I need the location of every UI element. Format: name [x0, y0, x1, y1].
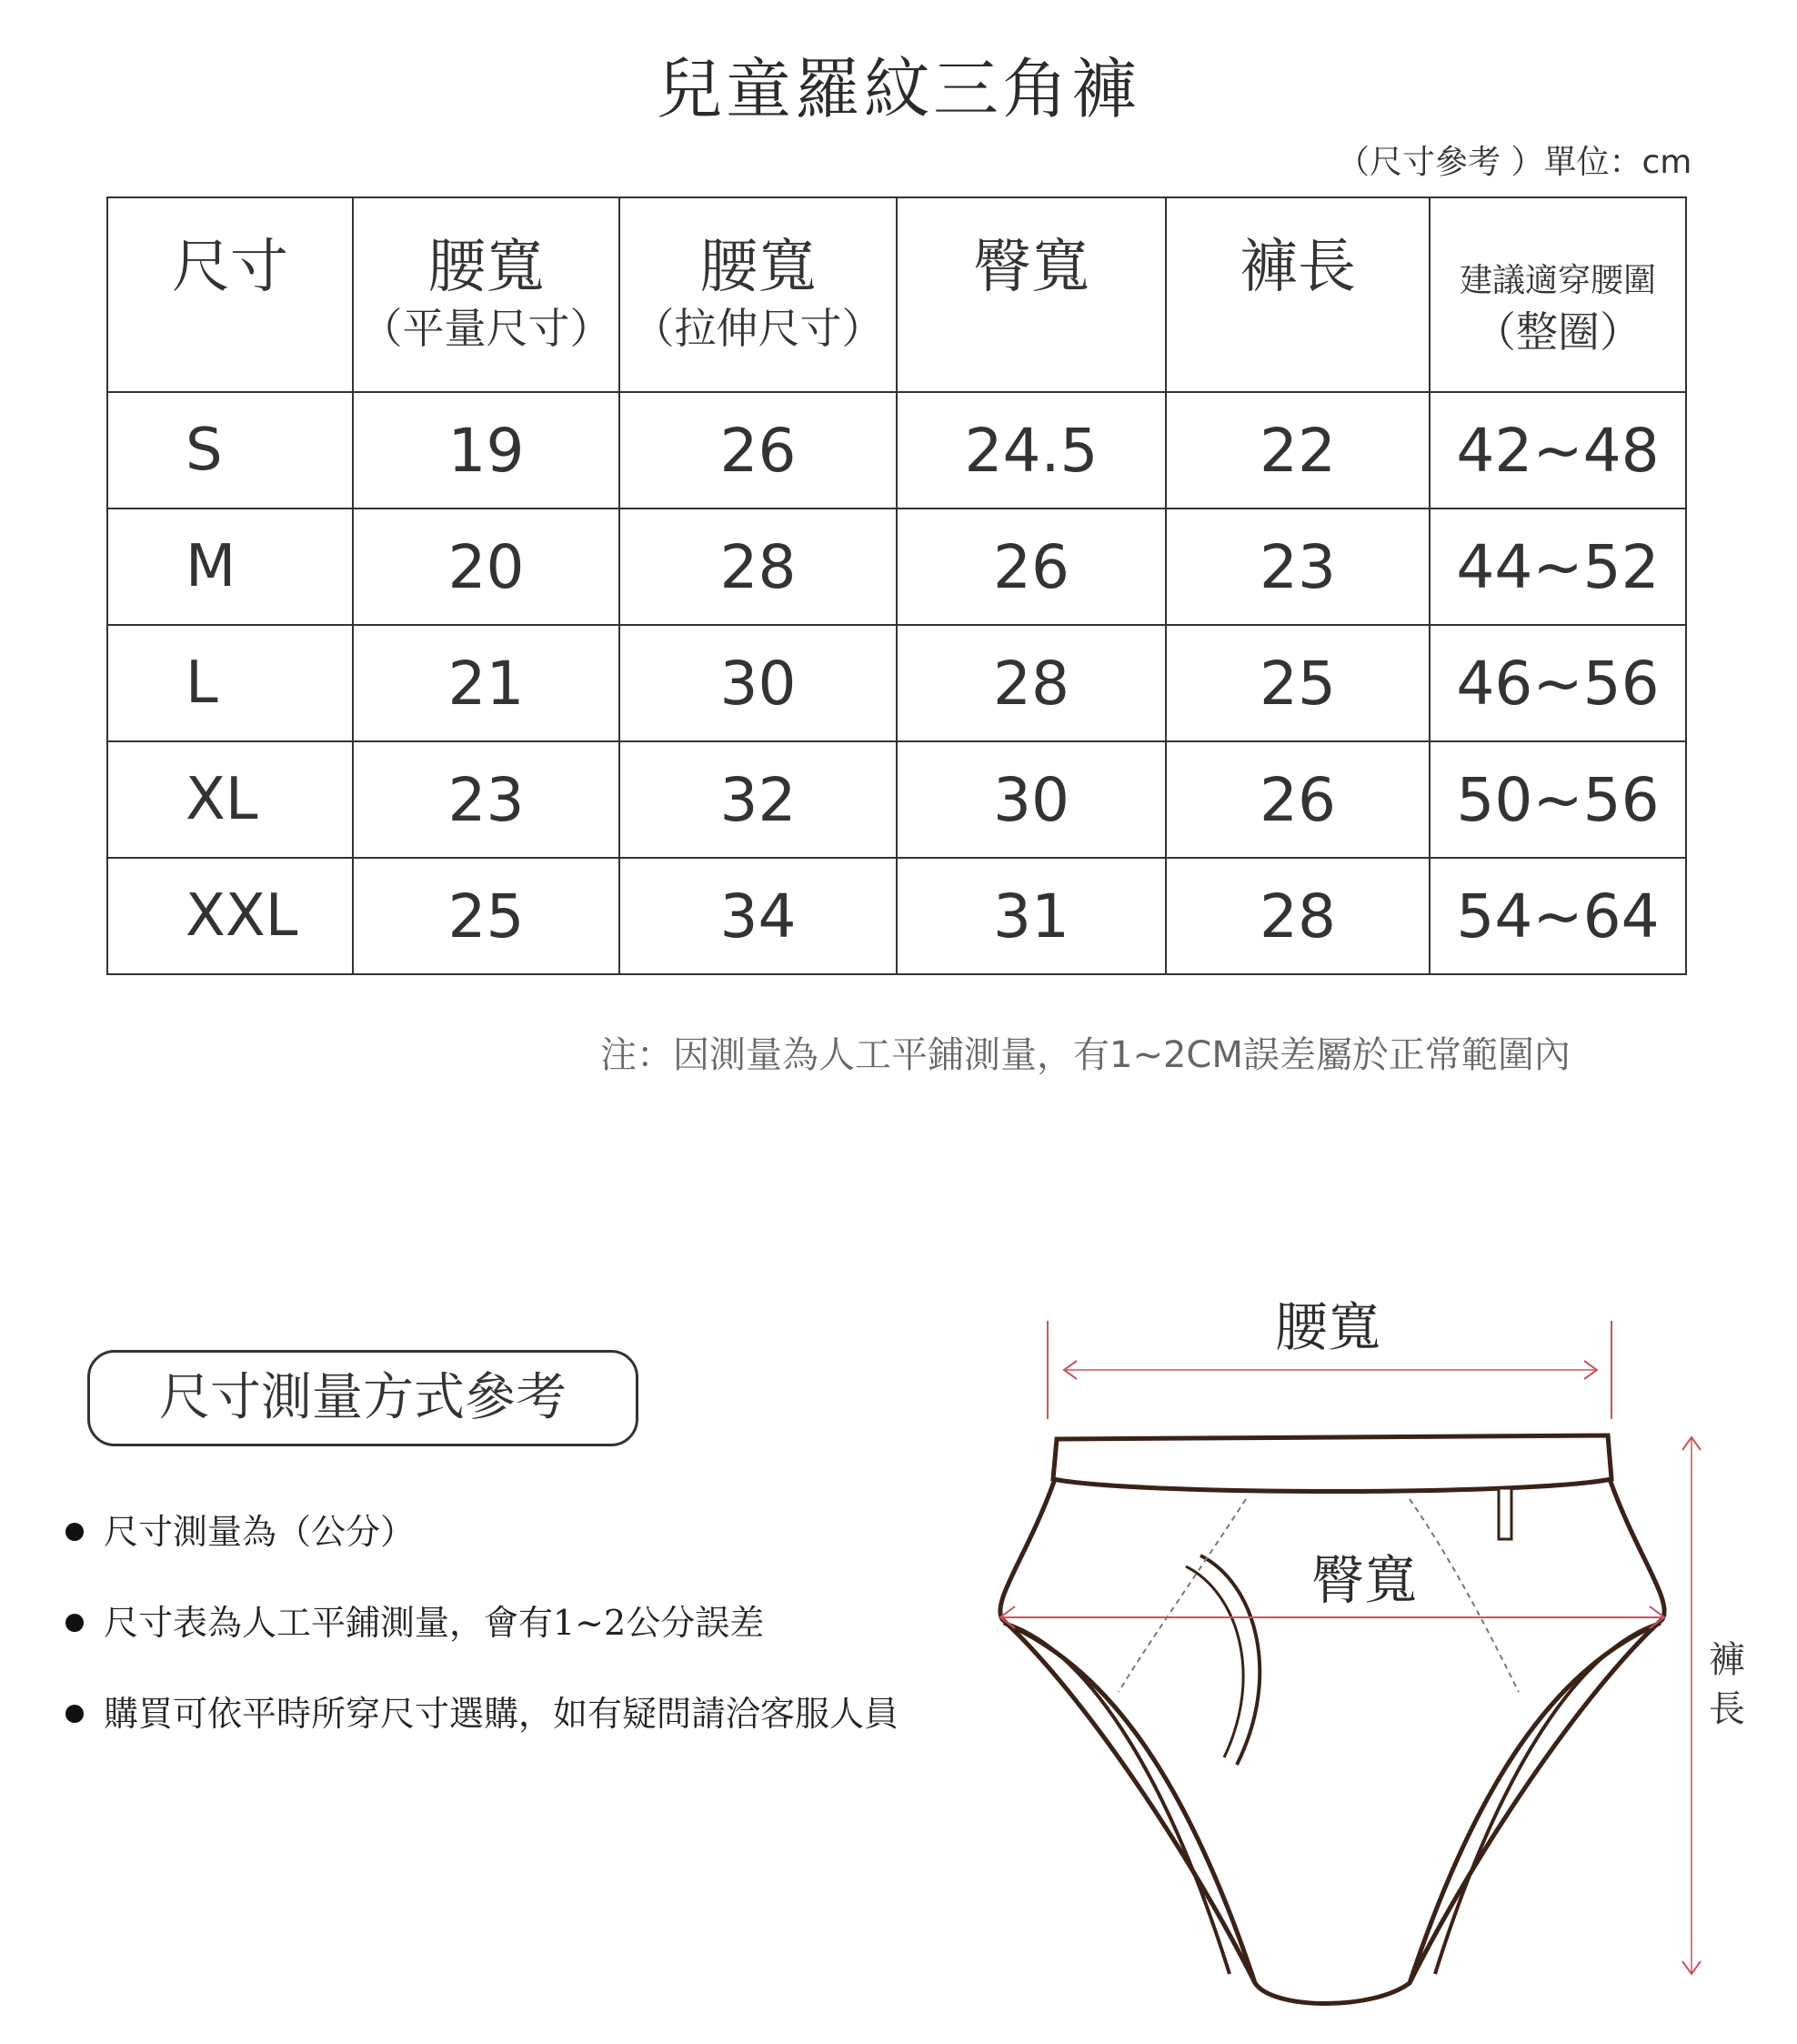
table-cell: 24.5: [897, 392, 1166, 508]
table-cell: 28: [1166, 858, 1430, 974]
table-row: [107, 858, 1686, 974]
bullet-icon: [65, 1614, 84, 1632]
list-item-text: 尺寸測量為（公分）: [104, 1512, 416, 1552]
table-row: [107, 392, 1686, 508]
hip-width-label: 臀寬: [1311, 1549, 1418, 1611]
measurement-guide-title: 尺寸測量方式參考: [87, 1350, 638, 1446]
table-cell: 46~56: [1430, 625, 1686, 741]
pant-length-label-1: 褲: [1709, 1639, 1745, 1681]
table-cell: 25: [1166, 625, 1430, 741]
list-item: [65, 1692, 898, 1783]
bullet-icon: [65, 1523, 84, 1541]
waist-width-label: 腰寬: [1275, 1296, 1381, 1358]
pant-length-label-2: 長: [1709, 1688, 1745, 1730]
table-cell: 26: [1166, 741, 1430, 858]
table-cell: 50~56: [1430, 741, 1686, 858]
header-waist-flat: 腰寬 （平量尺寸）: [353, 197, 619, 392]
list-item: [65, 1601, 898, 1692]
table-cell: 25: [353, 858, 619, 974]
size-label-cell: S: [107, 392, 353, 508]
header-waist-stretch: 腰寬 （拉伸尺寸）: [619, 197, 897, 392]
size-label-cell: XXL: [107, 858, 353, 974]
size-chart-table: [106, 196, 1687, 975]
table-row: [107, 508, 1686, 625]
table-cell: 54~64: [1430, 858, 1686, 974]
underwear-measurement-diagram: [982, 1255, 1782, 2023]
list-item-text: 購買可依平時所穿尺寸選購，如有疑問請洽客服人員: [104, 1694, 899, 1734]
table-cell: 30: [619, 625, 897, 741]
table-cell: 44~52: [1430, 508, 1686, 625]
unit-note: （尺寸參考 ）單位：cm: [1337, 144, 1692, 181]
table-cell: 30: [897, 741, 1166, 858]
header-size: 尺寸: [107, 197, 353, 392]
table-cell: 22: [1166, 392, 1430, 508]
table-cell: 31: [897, 858, 1166, 974]
table-header-row: [107, 197, 1686, 392]
table-cell: 19: [353, 392, 619, 508]
list-item-text: 尺寸表為人工平鋪測量，會有1~2公分誤差: [104, 1603, 765, 1643]
size-label-cell: XL: [107, 741, 353, 858]
list-item: [65, 1510, 898, 1601]
underwear-illustration: [982, 1255, 1782, 2019]
page-title: 兒童羅紋三角褲: [656, 51, 1140, 127]
header-pant-length: 褲長: [1166, 197, 1430, 392]
table-row: [107, 625, 1686, 741]
table-cell: 28: [619, 508, 897, 625]
table-cell: 23: [1166, 508, 1430, 625]
table-cell: 34: [619, 858, 897, 974]
header-hip-width: 臀寬: [897, 197, 1166, 392]
bullet-icon: [65, 1705, 84, 1723]
table-cell: 21: [353, 625, 619, 741]
table-cell: 28: [897, 625, 1166, 741]
size-label-cell: M: [107, 508, 353, 625]
table-cell: 23: [353, 741, 619, 858]
size-label-cell: L: [107, 625, 353, 741]
table-cell: 32: [619, 741, 897, 858]
table-cell: 42~48: [1430, 392, 1686, 508]
table-cell: 26: [897, 508, 1166, 625]
measurement-notes-list: [65, 1510, 898, 1783]
header-recommended-waist: 建議適穿腰圍 （整圈）: [1430, 197, 1686, 392]
table-cell: 26: [619, 392, 897, 508]
measurement-footnote: 注：因測量為人工平鋪測量，有1~2CM誤差屬於正常範圍內: [600, 1034, 1571, 1076]
table-row: [107, 741, 1686, 858]
table-cell: 20: [353, 508, 619, 625]
